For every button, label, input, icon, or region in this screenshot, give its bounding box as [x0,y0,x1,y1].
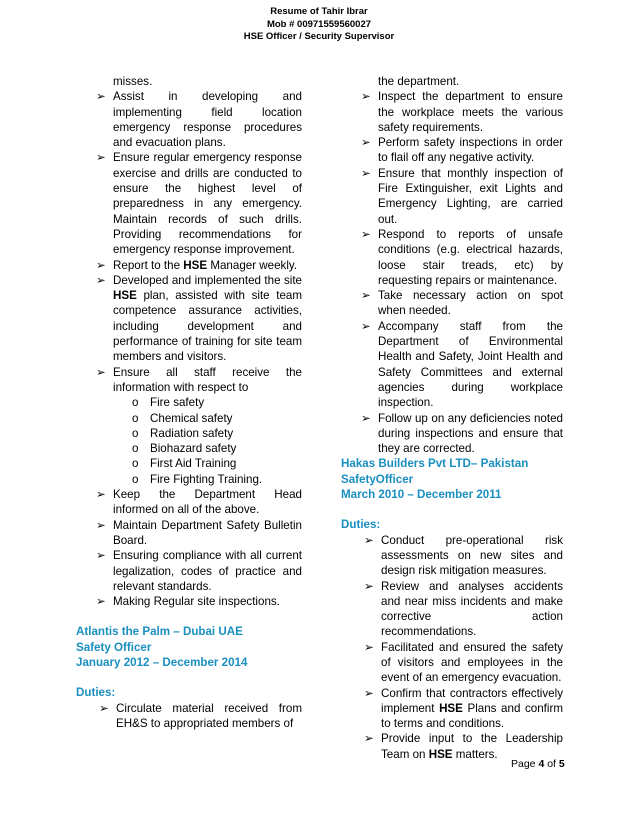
arrow-bullet-icon: ➢ [361,411,371,425]
arrow-bullet-icon: ➢ [96,595,106,609]
sub-list-item: o Fire safety [132,396,205,410]
arrow-bullet-icon: ➢ [361,90,371,104]
arrow-bullet-icon: ➢ [361,289,371,303]
circle-bullet-icon: o [132,396,139,410]
list-item: ➢ Confirm that contractors effectively implement HSE Plans and confirm to terms and conditions. [364,686,563,731]
circle-bullet-icon: o [132,442,139,456]
sub-list-item: o First Aid Training [132,457,237,471]
arrow-bullet-icon: ➢ [96,365,106,379]
arrow-bullet-icon: ➢ [364,533,374,547]
arrow-bullet-icon: ➢ [96,518,106,532]
job-role: SafetyOfficer [341,472,414,486]
list-item-continuation: misses. [113,75,153,88]
list-item: ➢ Developed and implemented the site HSE plan, assisted with site team competence assurance activities, including development and performance of training for site team members and visitors. [96,273,302,364]
header-name: Resume of Tahir Ibrar [270,6,368,17]
list-item: ➢ Facilitated and ensured the safety of visitors and employees in the event of an emergency evacuation. [364,640,563,685]
job-company: Atlantis the Palm – Dubai UAE [76,625,243,639]
duties-heading: Duties: [76,686,116,700]
list-item: ➢ Conduct pre-operational risk assessments on new sites and design risk mitigation measures. [364,533,563,578]
arrow-bullet-icon: ➢ [99,701,109,715]
list-item: ➢ Maintain Department Safety Bulletin Board. [96,518,302,547]
sub-list-item: o Biohazard safety [132,442,237,456]
arrow-bullet-icon: ➢ [364,579,374,593]
right-column [341,74,563,762]
list-item: ➢ Perform safety inspections in order to flail off any negative activity. [361,136,563,165]
list-item: ➢ Ensure all staff receive the information with respect to [96,365,302,394]
list-item: ➢ Report to the HSE Manager weekly. [96,258,298,272]
list-item: ➢ Review and analyses accidents and near miss incidents and make corrective action recommendations. [364,579,563,639]
header-title: HSE Officer / Security Supervisor [243,31,395,42]
arrow-bullet-icon: ➢ [364,640,374,654]
circle-bullet-icon: o [132,426,139,440]
arrow-bullet-icon: ➢ [96,549,106,563]
circle-bullet-icon: o [132,457,139,471]
job-period: March 2010 – December 2011 [341,488,502,502]
sub-list-item: o Fire Fighting Training. [132,472,263,486]
duties-heading: Duties: [341,518,381,532]
job-role: Safety Officer [76,640,152,654]
page-header [0,6,638,44]
arrow-bullet-icon: ➢ [361,136,371,150]
arrow-bullet-icon: ➢ [96,488,106,502]
arrow-bullet-icon: ➢ [361,227,371,241]
circle-bullet-icon: o [132,472,139,486]
list-item: ➢ Follow up on any deficiencies noted during inspections and ensure that they are corrected. [361,411,563,456]
list-item: ➢ Ensuring compliance with all current legalization, codes of practice and relevant standards. [96,549,302,593]
list-item: ➢ Take necessary action on spot when needed. [361,289,563,318]
list-item: ➢ Ensure that monthly inspection of Fire Extinguisher, exit Lights and Emergency Lighting, are carried out. [361,166,563,226]
list-item: ➢ Circulate material received from EH&S to appropriated members of [99,701,302,730]
list-item: ➢ Respond to reports of unsafe conditions (e.g. electrical hazards, loose stair treads, etc) by requesting repairs or maintenance. [361,227,563,287]
arrow-bullet-icon: ➢ [364,686,374,700]
sub-list-item: o Chemical safety [132,411,233,425]
arrow-bullet-icon: ➢ [361,166,371,180]
sub-list-item: o Radiation safety [132,426,234,440]
list-item: ➢ Making Regular site inspections. [96,595,280,609]
list-item: ➢ Ensure regular emergency response exercise and drills are conducted to ensure the highest level of preparedness in any emergency. Maintain records of such drills. Providing recommendations for emergency response improvement. [96,151,302,257]
list-item: ➢ Provide input to the Leadership Team on HSE matters. [364,732,563,761]
list-item: ➢ Accompany staff from the Department of Environmental Health and Safety, Joint Health and Safety Committees and external agencies during workplace inspection. [361,319,563,410]
list-item: ➢ Keep the Department Head informed on all of the above. [96,488,302,517]
left-column [76,74,302,731]
arrow-bullet-icon: ➢ [364,732,374,746]
arrow-bullet-icon: ➢ [361,319,371,333]
circle-bullet-icon: o [132,411,139,425]
arrow-bullet-icon: ➢ [96,151,106,165]
header-mobile: Mob # 00971559560027 [266,18,372,30]
list-item: ➢ Inspect the department to ensure the workplace meets the various safety requirements. [361,90,563,134]
list-item: ➢ Assist in developing and implementing field location emergency response procedures and evacuation plans. [96,90,302,150]
arrow-bullet-icon: ➢ [96,273,106,287]
arrow-bullet-icon: ➢ [96,90,106,104]
job-period: January 2012 – December 2014 [76,655,248,669]
page-number: Page 4 of 5 [511,758,565,770]
list-item-continuation: the department. [378,75,460,88]
job-company: Hakas Builders Pvt LTD– Pakistan [341,457,529,471]
arrow-bullet-icon: ➢ [96,258,106,272]
